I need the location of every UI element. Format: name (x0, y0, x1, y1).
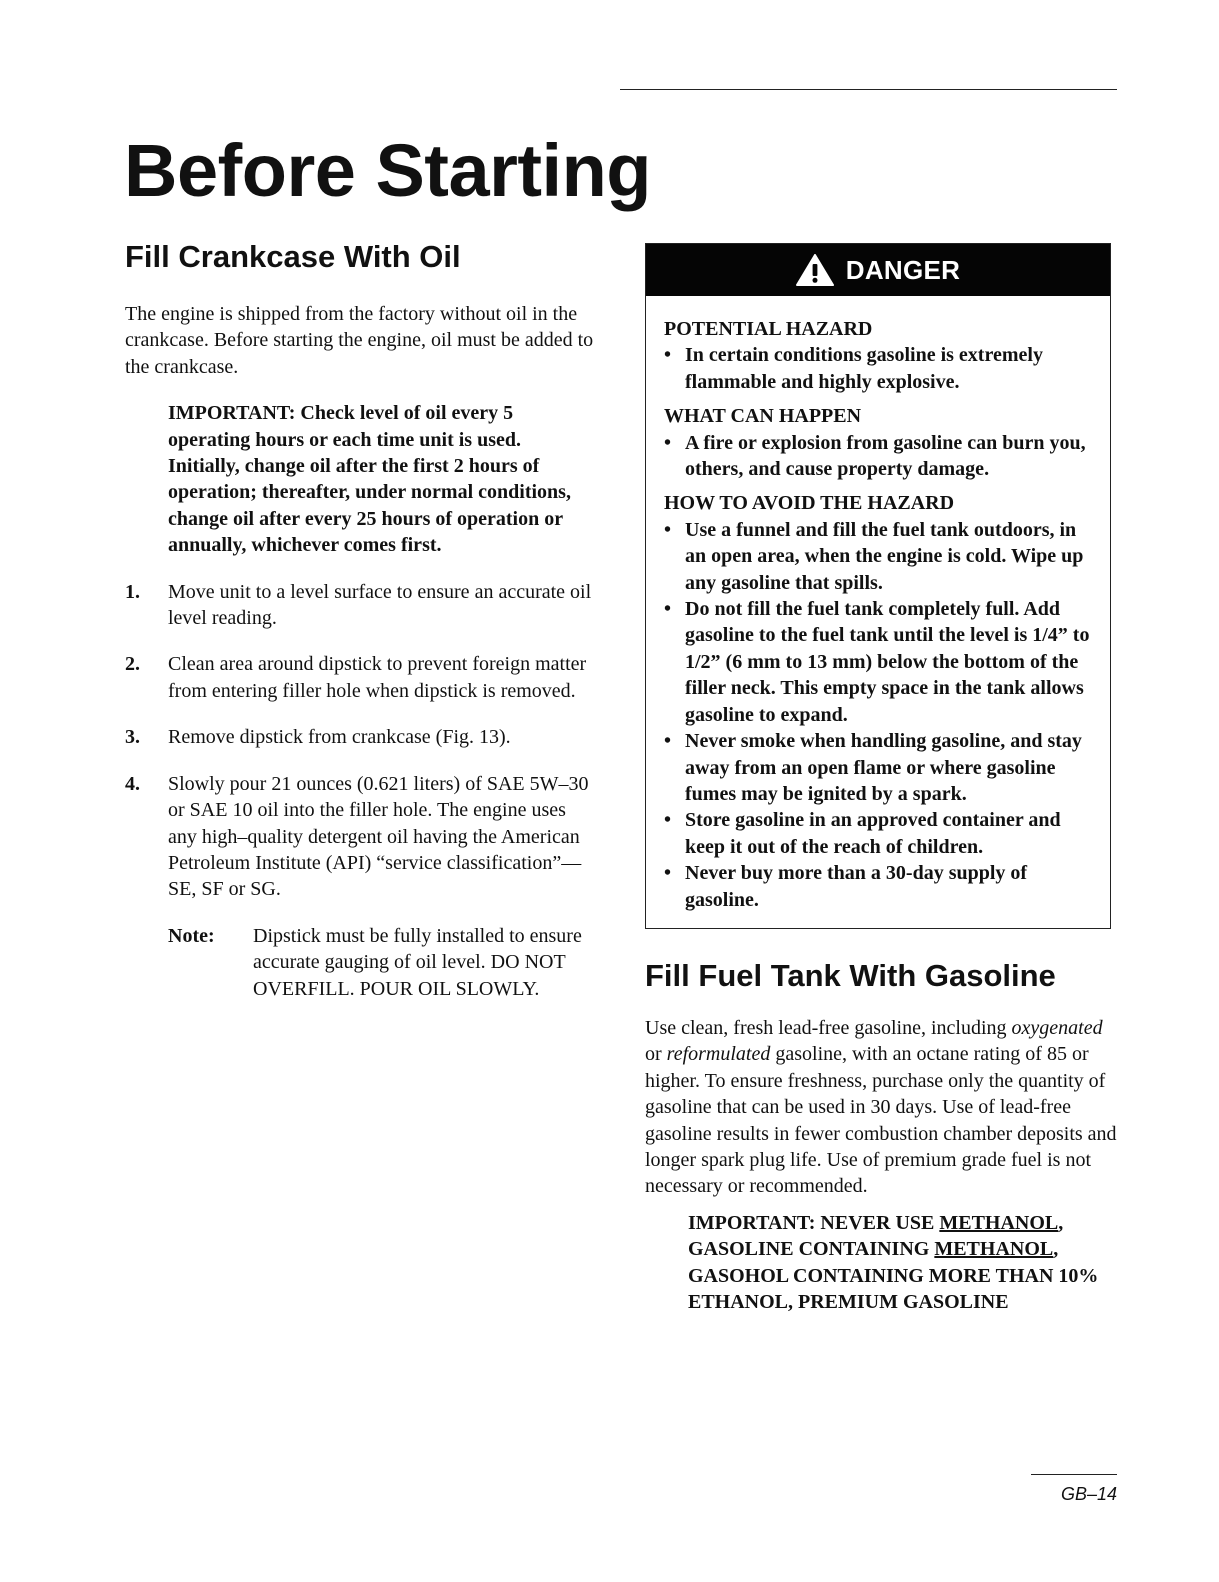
page-number: GB–14 (1060, 1484, 1117, 1504)
bullet: • (664, 809, 672, 832)
step-text: Remove dipstick from crankcase (Fig. 13). (168, 726, 511, 749)
warning-triangle-icon (796, 254, 834, 286)
important-text-b: , GASOLINE CONTAINING (688, 1211, 1064, 1261)
what-can-happen-list (664, 430, 1094, 483)
oil-important-notice: IMPORTANT: Check level of oil every 5 operating hours or each time unit is used. Initially, change oil after the first 2 hours of operation; thereafter, under normal conditions, change oil after every 25 hours of operation or annually, whichever comes first. (168, 402, 571, 557)
fuel-paragraph (645, 1015, 1117, 1200)
bullet: • (664, 862, 672, 885)
fuel-text-end: gasoline, with an octane rating of 85 or higher. To ensure freshness, purchase only the quantity of gasoline that can be used in 30 days. Use of lead-free gasoline results in fewer combustion chamber deposits and longer spark plug life. Use of premium grade fuel is not necessary or recommended. (645, 1043, 1117, 1198)
step-text: Slowly pour 21 ounces (0.621 liters) of SAE 5W–30 or SAE 10 oil into the filler hole. The engine uses any high–quality detergent oil having the American Petroleum Institute (API) “service classification”—SE, SF or SG. (168, 772, 589, 901)
oil-section-heading: Fill Crankcase With Oil (125, 239, 461, 274)
fuel-section-heading: Fill Fuel Tank With Gasoline (645, 958, 1056, 993)
bullet-text: In certain conditions gasoline is extremely flammable and highly explosive. (685, 344, 1043, 393)
note-text: Dipstick must be fully installed to ensure accurate gauging of oil level. DO NOT OVERFILL. POUR OIL SLOWLY. (253, 924, 582, 1000)
left-column (125, 238, 595, 1002)
important-text-a: IMPORTANT: NEVER USE (688, 1211, 940, 1234)
methanol-term: METHANOL (939, 1211, 1059, 1234)
list-item (664, 596, 1094, 728)
avoid-hazard-heading: HOW TO AVOID THE HAZARD (664, 492, 955, 515)
fuel-text-or: or (645, 1043, 667, 1066)
bullet-text: Store gasoline in an approved container and keep it out of the reach of children. (685, 809, 1061, 858)
oil-note (168, 923, 595, 1002)
bullet: • (664, 431, 672, 454)
list-item (664, 860, 1094, 913)
page-title: Before Starting (124, 129, 652, 212)
oil-step (125, 724, 595, 750)
bullet: • (664, 344, 672, 367)
danger-header (646, 244, 1110, 296)
right-column (645, 243, 1117, 1315)
potential-hazard-list (664, 342, 1094, 395)
step-number: 1. (125, 580, 140, 603)
bullet-text: Never buy more than a 30-day supply of gasoline. (685, 862, 1028, 911)
step-number: 2. (125, 653, 140, 676)
fuel-important-notice (688, 1210, 1117, 1316)
bullet: • (664, 518, 672, 541)
potential-hazard-heading: POTENTIAL HAZARD (664, 318, 873, 340)
avoid-hazard-list (664, 517, 1094, 913)
danger-body (646, 296, 1110, 913)
oil-intro-paragraph: The engine is shipped from the factory without oil in the crankcase. Before starting the engine, oil must be added to the crankcase. (125, 303, 594, 378)
oil-step (125, 651, 595, 704)
bullet-text: Never smoke when handling gasoline, and stay away from an open flame or where gasoline fumes may be ignited by a spark. (685, 730, 1082, 805)
step-text: Move unit to a level surface to ensure an accurate oil level reading. (168, 580, 592, 630)
bullet-text: Do not fill the fuel tank completely full. Add gasoline to the fuel tank until the level is 1/4” to 1/2” (6 mm to 13 mm) below the bottom of the filler neck. This empty space in the tank allows gasoline to expand. (685, 598, 1090, 726)
footer-rule (1031, 1474, 1117, 1475)
step-text: Clean area around dipstick to prevent foreign matter from entering filler hole when dipstick is removed. (168, 653, 587, 702)
list-item (664, 342, 1094, 395)
oxygenated-term: oxygenated (1011, 1017, 1103, 1039)
note-label: Note: (168, 924, 215, 947)
list-item (664, 807, 1094, 860)
fuel-text-start: Use clean, fresh lead-free gasoline, including (645, 1017, 1012, 1039)
bullet-text: Use a funnel and fill the fuel tank outdoors, in an open area, when the engine is cold. Wipe up any gasoline that spills. (685, 518, 1084, 594)
oil-step (125, 579, 595, 632)
danger-box (645, 243, 1111, 929)
reformulated-term: reformulated (666, 1043, 771, 1066)
oil-step (125, 771, 595, 903)
danger-title: DANGER (845, 254, 961, 285)
bullet: • (664, 730, 672, 753)
what-can-happen-heading: WHAT CAN HAPPEN (664, 405, 862, 428)
oil-steps-list (125, 579, 595, 903)
list-item (664, 517, 1094, 596)
step-number: 3. (125, 726, 140, 749)
important-text-c: , GASOHOL CONTAINING MORE THAN 10% ETHANOL, PREMIUM GASOLINE (688, 1238, 1099, 1314)
methanol-term: METHANOL (934, 1238, 1054, 1261)
list-item (664, 728, 1094, 807)
step-number: 4. (125, 772, 140, 795)
header-rule (620, 89, 1117, 90)
bullet: • (664, 598, 672, 621)
list-item (664, 430, 1094, 483)
bullet-text: A fire or explosion from gasoline can burn you, others, and cause property damage. (685, 431, 1086, 481)
